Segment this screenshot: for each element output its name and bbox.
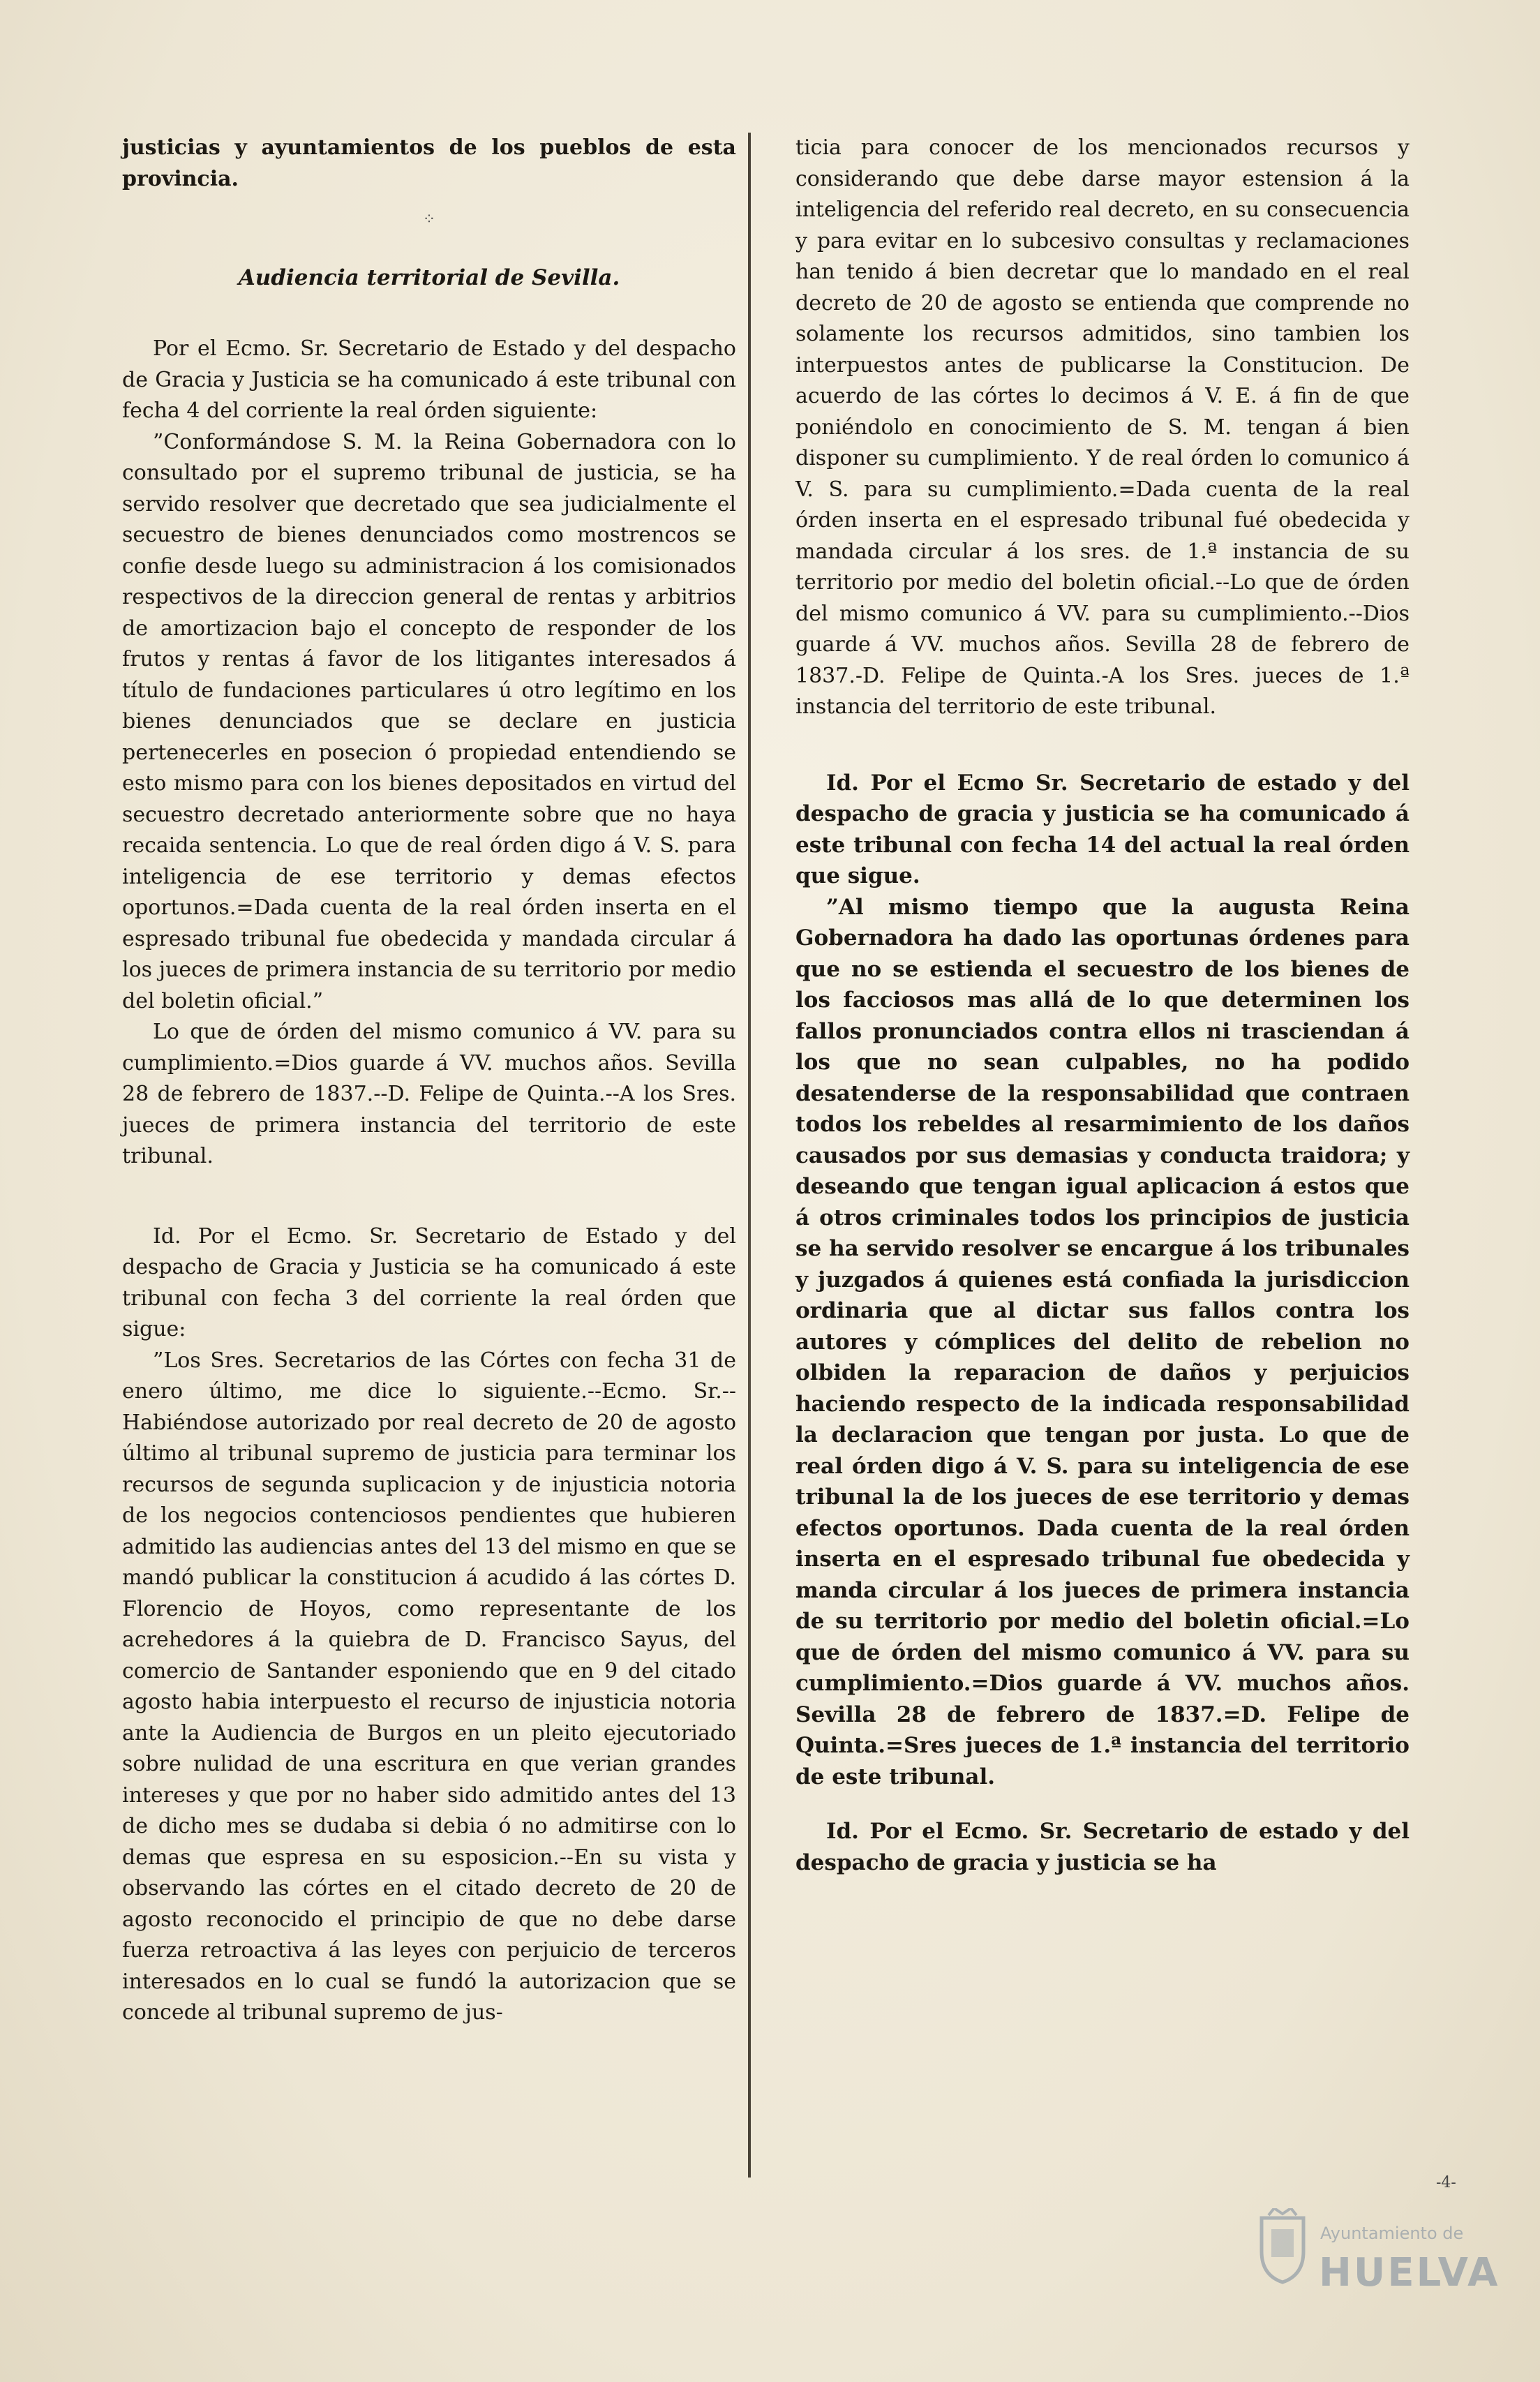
page-number: -4- (1436, 2174, 1456, 2191)
right-paragraph-2: Id. Por el Ecmo Sr. Secretario de estado y del despacho de gracia y justicia se ha comunicado á este tribunal con fecha 14 del actual la real órden que sigue. (795, 770, 1410, 888)
stamp-caption: Ayuntamiento de (1320, 2224, 1464, 2243)
left-column (122, 133, 736, 2029)
separator-ornament: ⁘ (422, 211, 436, 228)
right-paragraph-1: ticia para conocer de los mencionados recursos y considerando que debe darse mayor estension á la inteligencia del referido real decreto, en su consecuencia y para evitar en lo subcesivo consultas y reclamaciones han tenido á bien decretar que lo mandado en el real decreto de 20 de agosto se entienda que comprende no solamente los recursos admitidos, sino tambien los interpuestos antes de publicarse la Constitucion. De acuerdo de las córtes lo decimos á V. E. á fin de que poniéndolo en conocimiento de S. M. tengan á bien disponer su cumplimiento. Y de real órden lo comunico á V. S. para su cumplimiento.=Dada cuenta de la real órden inserta en el espresado tribunal fué obedecida y mandada circular á los sres. de 1.ª instancia de su territorio por medio del boletin oficial.--Lo que de órden del mismo comunico á VV. para su cumplimiento.--Dios guarde á VV. muchos años. Sevilla 28 de febrero de 1837.-D. Felipe de Quinta.-A los Sres. jueces de 1.ª instancia del territorio de este tribunal. (795, 135, 1410, 719)
right-paragraph-4: Id. Por el Ecmo. Sr. Secretario de estado y del despacho de gracia y justicia se ha (795, 1819, 1410, 1875)
left-paragraph-1: Por el Ecmo. Sr. Secretario de Estado y del despacho de Gracia y Justicia se ha comunicado á este tribunal con fecha 4 del corriente la real órden siguiente: (122, 336, 736, 423)
column-divider (748, 133, 751, 2178)
stamp-name: HUELVA (1319, 2250, 1500, 2295)
left-paragraph-2: ”Conformándose S. M. la Reina Gobernadora con lo consultado por el supremo tribunal de justicia, se ha servido resolver que decretado que sea judicialmente el secuestro de bienes denunciados como mostrencos se confie desde luego su administracion á los comisionados respectivos de la direccion general de rentas y arbitrios de amortizacion bajo el concepto de responder de los frutos y rentas á favor de los litigantes interesados á título de fundaciones particulares ú otro legítimo en los bienes denunciados que se declare en justicia pertenecerles en posecion ó propiedad entendiendo se esto mismo para con los bienes depositados en virtud del secuestro decretado anteriormente sobre que no haya recaida sentencia. Lo que de real órden digo á V. S. para inteligencia de ese territorio y demas efectos oportunos.=Dada cuenta de la real órden inserta en el espresado tribunal fue obedecida y mandada circular á los jueces de primera instancia de su territorio por medio del boletin oficial.” (122, 429, 736, 1013)
coat-of-arms-icon (1256, 2208, 1309, 2285)
intro-line: justicias y ayuntamientos de los pueblos de esta provincia. (122, 135, 736, 191)
right-column (795, 133, 1410, 1878)
left-paragraph-3: Lo que de órden del mismo comunico á VV. para su cumplimiento.=Dios guarde á VV. muchos años. Sevilla 28 de febrero de 1837.--D. Felipe de Quinta.--A los Sres. jueces de primera instancia del territorio de este tribunal. (122, 1020, 736, 1168)
left-paragraph-4: Id. Por el Ecmo. Sr. Secretario de Estado y del despacho de Gracia y Justicia se ha comunicado á este tribunal con fecha 3 del corriente la real órden que sigue: (122, 1223, 736, 1341)
right-paragraph-3: ”Al mismo tiempo que la augusta Reina Gobernadora ha dado las oportunas órdenes para que no se estienda el secuestro de los bienes de los facciosos mas allá de lo que determinen los fallos pronunciados contra ellos ni trasciendan á los que no sean culpables, no ha podido desatenderse de la responsabilidad que contraen todos los rebeldes al resarmimiento de los daños causados por sus demasias y conducta traidora; y deseando que tengan igual aplicacion á estos que á otros criminales todos los principios de justicia se ha servido resolver se encargue á los tribunales y juzgados á quienes está confiada la jurisdiccion ordinaria que al dictar sus fallos contra los autores y cómplices del delito de rebelion no olbiden la reparacion de daños y perjuicios haciendo respecto de la indicada responsabilidad la declaracion que tengan por justa. Lo que de real órden digo á V. S. para su inteligencia de ese tribunal la de los jueces de ese territorio y demas efectos oportunos. Dada cuenta de la real órden inserta en el espresado tribunal fue obedecida y manda circular á los jueces de primera instancia de su territorio por medio del boletin oficial.=Lo que de órden del mismo comunico á VV. para su cumplimiento.=Dios guarde á VV. muchos años. Sevilla 28 de febrero de 1837.=D. Felipe de Quinta.=Sres jueces de 1.ª instancia del territorio de este tribunal. (795, 894, 1410, 1789)
left-paragraph-5: ”Los Sres. Secretarios de las Córtes con fecha 31 de enero último, me dice lo siguiente.--Ecmo. Sr.--Habiéndose autorizado por real decreto de 20 de agosto último al tribunal supremo de justicia para terminar los recursos de segunda suplicacion y de injusticia notoria de los negocios contenciosos pendientes que hubieren admitido las audiencias antes del 13 del mismo en que se mandó publicar la constitucion á acudido á las córtes D. Florencio de Hoyos, como representante de los acrehedores á la quiebra de D. Francisco Sayus, del comercio de Santander esponiendo que en 9 del citado agosto habia interpuesto el recurso de injusticia notoria ante la Audiencia de Burgos en un pleito ejecutoriado sobre nulidad de una escritura en que verian grandes intereses y que por no haber sido admitido antes del 13 de dicho mes se dudaba si debia ó no admitirse con lo demas que espresa en su esposicion.--En su vista y observando las córtes en el citado decreto de 20 de agosto reconocido el principio de que no debe darse fuerza retroactiva á las leyes con perjuicio de terceros interesados en lo cual se fundó la autorizacion que se concede al tribunal supremo de jus- (122, 1348, 736, 2025)
section-heading: Audiencia territorial de Sevilla. (238, 265, 620, 290)
archive-stamp (1256, 2183, 1500, 2302)
